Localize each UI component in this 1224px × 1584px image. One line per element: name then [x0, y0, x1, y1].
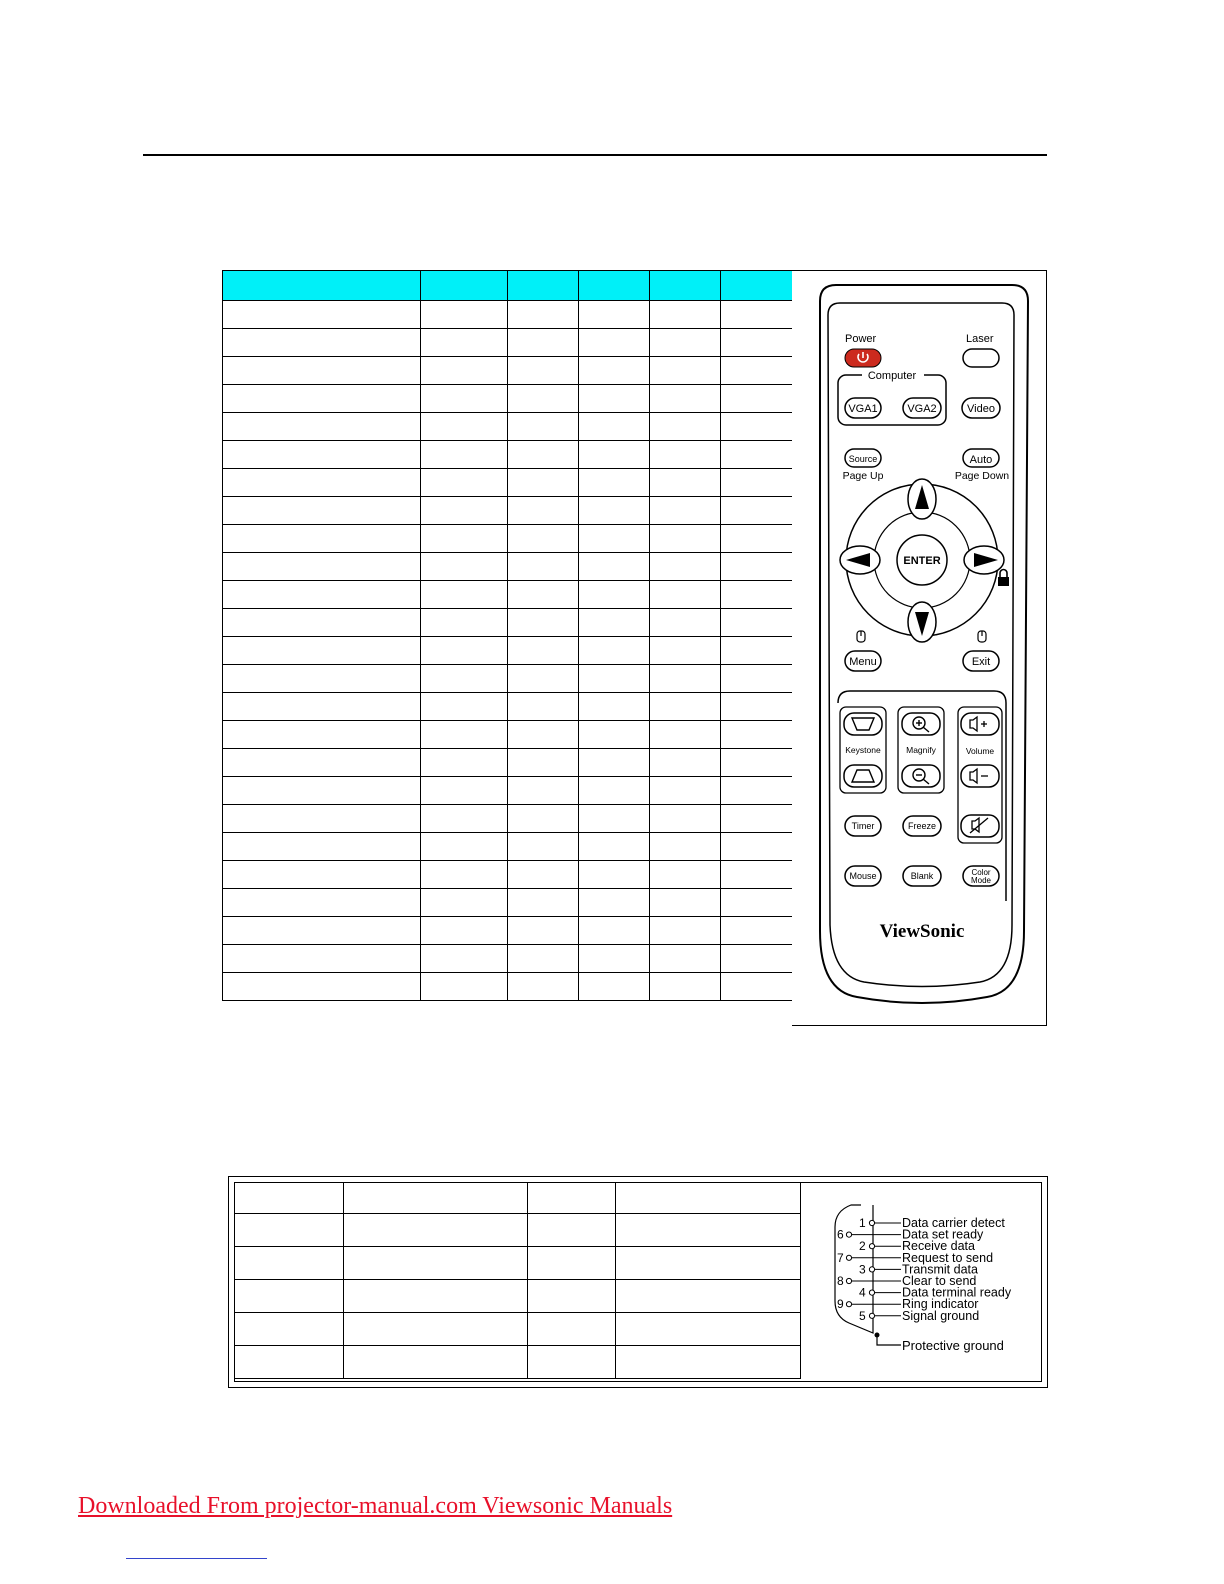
db9-pin-number: 8 [837, 1274, 844, 1288]
ir-table-row [223, 413, 793, 441]
ir-table-row [223, 581, 793, 609]
ir-table-cell [508, 581, 579, 609]
ir-table-row [223, 749, 793, 777]
ir-table-cell [421, 833, 508, 861]
ir-table-header-cell [650, 271, 721, 301]
ir-table-cell [421, 301, 508, 329]
ir-table-cell [650, 525, 721, 553]
ir-table-header-cell [421, 271, 508, 301]
ir-table-cell [421, 973, 508, 1001]
ir-table-cell [721, 357, 793, 385]
ir-table-cell [650, 637, 721, 665]
ir-table-cell [579, 301, 650, 329]
ir-table-cell [721, 721, 793, 749]
ir-table-row [223, 889, 793, 917]
ir-table-cell [508, 721, 579, 749]
ir-table-cell [421, 581, 508, 609]
ir-table-cell [421, 609, 508, 637]
db9-pin-number: 3 [859, 1262, 866, 1277]
ir-table-cell [650, 889, 721, 917]
ir-table-cell [508, 693, 579, 721]
db9-pin-number: 7 [837, 1250, 844, 1265]
ir-table-cell [721, 637, 793, 665]
ir-table-cell [579, 805, 650, 833]
db9-pin-label: Transmit data [902, 1262, 978, 1277]
ir-table-cell [421, 385, 508, 413]
ir-table-cell [579, 413, 650, 441]
ir-table-cell [508, 805, 579, 833]
power-label: Power [845, 333, 877, 345]
ir-table-cell [721, 777, 793, 805]
ir-table-cell [421, 721, 508, 749]
ir-table-cell [579, 525, 650, 553]
ir-table-cell [721, 581, 793, 609]
remote-control-drawing [792, 271, 1047, 1027]
ir-table-cell [223, 665, 421, 693]
ir-table-cell [650, 721, 721, 749]
db9-pin-label: Clear to send [902, 1274, 977, 1288]
ir-table-cell [223, 553, 421, 581]
download-source-link[interactable]: Downloaded From projector-manual.com Viewsonic Manuals [78, 1493, 673, 1519]
keystone-up-button[interactable] [844, 713, 882, 735]
db9-pin-dot [846, 1302, 851, 1307]
ir-table-cell [579, 469, 650, 497]
ir-table-row [223, 301, 793, 329]
ir-table-cell [421, 749, 508, 777]
ir-table-row [223, 497, 793, 525]
protective-ground-label: Protective ground [902, 1338, 1004, 1353]
ir-table-cell [579, 777, 650, 805]
db9-pin-dot [869, 1313, 874, 1318]
db9-pin-label: Data carrier detect [902, 1216, 1005, 1230]
ir-table-cell [579, 945, 650, 973]
computer-label: Computer [867, 370, 917, 382]
ir-table-cell [650, 749, 721, 777]
ir-table-cell [508, 861, 579, 889]
ir-table-row [223, 525, 793, 553]
ir-table-cell [721, 413, 793, 441]
freeze-label: Freeze [907, 821, 937, 831]
ir-table-cell [721, 693, 793, 721]
ir-code-table [222, 270, 793, 1001]
magnify-in-button[interactable] [902, 713, 940, 735]
db9-pin-number: 6 [837, 1227, 844, 1242]
ir-table-cell [650, 553, 721, 581]
ir-table-cell [579, 357, 650, 385]
ir-table-cell [421, 945, 508, 973]
ir-table-cell [223, 749, 421, 777]
ir-table-row [223, 861, 793, 889]
ir-table-cell [579, 581, 650, 609]
ir-table-cell [508, 385, 579, 413]
ir-table-cell [223, 917, 421, 945]
ir-table-cell [508, 777, 579, 805]
ir-table-cell [223, 973, 421, 1001]
page-up-label: Page Up [842, 470, 884, 482]
ir-table-cell [223, 525, 421, 553]
ir-table-cell [223, 441, 421, 469]
ir-table-cell [579, 721, 650, 749]
ir-table-cell [508, 553, 579, 581]
ir-table-cell [650, 805, 721, 833]
ir-table-cell [721, 525, 793, 553]
ir-table-cell [579, 553, 650, 581]
db9-pin-dot [846, 1232, 851, 1237]
ir-table-cell [579, 917, 650, 945]
ir-table-row [223, 693, 793, 721]
ir-table-cell [223, 861, 421, 889]
ir-table-cell [508, 301, 579, 329]
remote-body-outline [820, 285, 1028, 1003]
volume-up-button[interactable] [961, 713, 999, 735]
protective-ground-line [877, 1335, 901, 1345]
laser-button[interactable] [963, 349, 999, 367]
ir-table-cell [721, 301, 793, 329]
ir-table-header-row [223, 271, 793, 301]
ir-table-cell [223, 385, 421, 413]
ir-table-cell [579, 861, 650, 889]
ir-table-cell [650, 385, 721, 413]
ir-table-row [223, 469, 793, 497]
ir-table-row [223, 665, 793, 693]
ir-table-cell [650, 469, 721, 497]
ir-table-cell [508, 665, 579, 693]
ir-table-cell [223, 777, 421, 805]
ir-table-row [223, 945, 793, 973]
vga1-label: VGA1 [848, 403, 878, 415]
ir-table-cell [223, 469, 421, 497]
ir-table-row [223, 973, 793, 1001]
ir-table-cell [721, 917, 793, 945]
ir-table-cell [650, 329, 721, 357]
ir-table-cell [421, 665, 508, 693]
top-rule [143, 154, 1047, 156]
db9-pin-number: 5 [859, 1308, 866, 1323]
db9-pin-dot [846, 1278, 851, 1283]
ir-table-cell [650, 777, 721, 805]
ir-table-row [223, 805, 793, 833]
ir-table-cell [421, 777, 508, 805]
db9-pin-label: Request to send [902, 1250, 994, 1265]
ir-table-cell [579, 329, 650, 357]
ir-table-cell [650, 693, 721, 721]
ir-table-header-cell [508, 271, 579, 301]
db9-svg [801, 1183, 1041, 1381]
ir-table-cell [421, 861, 508, 889]
video-label: Video [967, 403, 995, 415]
db9-pin-dot [869, 1220, 874, 1225]
ir-table-cell [721, 553, 793, 581]
ir-table-cell [223, 609, 421, 637]
ir-table-cell [508, 413, 579, 441]
auto-label: Auto [969, 454, 993, 466]
ir-table-cell [508, 945, 579, 973]
ir-table-cell [650, 357, 721, 385]
ir-table-cell [650, 581, 721, 609]
ir-table-cell [421, 637, 508, 665]
ir-table-cell [223, 581, 421, 609]
ir-table-row [223, 721, 793, 749]
ir-table-cell [650, 861, 721, 889]
ir-table-row [223, 917, 793, 945]
db9-connector-diagram [801, 1183, 1041, 1381]
ir-table-cell [721, 385, 793, 413]
ir-table-header-cell [721, 271, 793, 301]
db9-pin-dot [869, 1244, 874, 1249]
ir-table-cell [223, 637, 421, 665]
ir-table-cell [579, 889, 650, 917]
ir-table-header-cell [223, 271, 421, 301]
ir-table-row [223, 441, 793, 469]
ir-table-cell [223, 693, 421, 721]
ir-table-cell [508, 917, 579, 945]
ir-table-cell [721, 833, 793, 861]
ir-table-cell [223, 329, 421, 357]
keystone-label: Keystone [845, 745, 881, 755]
ir-table-cell [721, 805, 793, 833]
ir-table-cell [421, 357, 508, 385]
source-label: Source [848, 454, 878, 464]
db9-pin-label: Data set ready [902, 1227, 984, 1242]
page-down-label: Page Down [954, 470, 1010, 482]
laser-label: Laser [966, 333, 994, 345]
ir-table-cell [721, 497, 793, 525]
ir-table-cell [721, 889, 793, 917]
ir-table-cell [721, 329, 793, 357]
ir-table-cell [223, 805, 421, 833]
volume-down-button[interactable] [961, 765, 999, 787]
db9-pin-number: 9 [837, 1297, 844, 1312]
mute-button[interactable] [961, 815, 999, 837]
db9-pin-label: Receive data [902, 1239, 975, 1254]
magnify-label: Magnify [906, 745, 936, 755]
ir-table-cell [508, 609, 579, 637]
ir-table-cell [650, 609, 721, 637]
ir-table-cell [508, 497, 579, 525]
ir-table-cell [721, 749, 793, 777]
ir-table-cell [650, 441, 721, 469]
ir-table-row [223, 385, 793, 413]
ir-table-cell [579, 833, 650, 861]
ir-table-cell [721, 945, 793, 973]
ir-table-row [223, 833, 793, 861]
ir-table-cell [650, 833, 721, 861]
color-mode-label-1: Color [971, 868, 991, 877]
ir-table-row [223, 777, 793, 805]
ir-table-cell [508, 749, 579, 777]
ir-table-cell [579, 693, 650, 721]
ir-table-cell [421, 553, 508, 581]
ir-table-cell [579, 973, 650, 1001]
ir-table-cell [508, 469, 579, 497]
ir-table-cell [650, 413, 721, 441]
db9-pin-number: 1 [859, 1216, 866, 1230]
ir-table-cell [579, 497, 650, 525]
ir-table-cell [223, 357, 421, 385]
ir-table-row [223, 329, 793, 357]
timer-label: Timer [851, 821, 875, 831]
ir-table-cell [508, 637, 579, 665]
ir-table-cell [223, 833, 421, 861]
ir-table-cell [421, 525, 508, 553]
remote-control-panel [792, 270, 1047, 1026]
ir-table-cell [223, 945, 421, 973]
ir-table-cell [421, 917, 508, 945]
ir-table-header-cell [579, 271, 650, 301]
footer-rule [126, 1558, 267, 1559]
ir-table-cell [650, 497, 721, 525]
blank-label: Blank [910, 871, 934, 881]
db9-pin-number: 2 [859, 1239, 866, 1254]
brand-logo: ViewSonic [879, 921, 965, 942]
ir-table-cell [650, 301, 721, 329]
ir-table-row [223, 637, 793, 665]
ir-table-cell [508, 441, 579, 469]
ir-table-cell [721, 441, 793, 469]
ir-table-cell [721, 665, 793, 693]
menu-label: Menu [849, 656, 877, 668]
exit-label: Exit [971, 656, 991, 668]
db9-pin-label: Ring indicator [902, 1297, 979, 1312]
ir-table-cell [421, 693, 508, 721]
ir-table-cell [579, 665, 650, 693]
db9-pin-dot [869, 1290, 874, 1295]
mouse-label: Mouse [849, 871, 877, 881]
vga2-label: VGA2 [907, 403, 937, 415]
ir-table-cell [650, 665, 721, 693]
ir-table-cell [579, 749, 650, 777]
keystone-down-button[interactable] [844, 765, 882, 787]
ir-table-cell [421, 469, 508, 497]
ir-table-cell [223, 721, 421, 749]
ir-table-cell [421, 889, 508, 917]
ir-table-cell [721, 469, 793, 497]
enter-label: ENTER [903, 555, 941, 567]
ir-table-cell [508, 833, 579, 861]
ir-table-cell [421, 413, 508, 441]
ir-table-row [223, 553, 793, 581]
ir-table-cell [650, 945, 721, 973]
ir-table-cell [223, 497, 421, 525]
ir-table-cell [650, 973, 721, 1001]
ir-table-cell [508, 329, 579, 357]
ir-table-cell [223, 301, 421, 329]
db9-pin-dot [869, 1267, 874, 1272]
volume-label: Volume [965, 746, 995, 756]
ir-table-cell [508, 889, 579, 917]
ir-table-cell [579, 441, 650, 469]
ir-table-cell [579, 637, 650, 665]
ir-table-cell [421, 329, 508, 357]
db9-pin-label: Data terminal ready [902, 1285, 1012, 1300]
ir-table-cell [223, 413, 421, 441]
ir-table-cell [721, 973, 793, 1001]
ir-table-row [223, 357, 793, 385]
ir-table-cell [508, 525, 579, 553]
ir-table-cell [223, 889, 421, 917]
db9-pin-label: Signal ground [902, 1308, 980, 1323]
ir-table-cell [421, 441, 508, 469]
ir-table-cell [579, 385, 650, 413]
ir-table-row [223, 609, 793, 637]
ir-table-cell [508, 357, 579, 385]
ir-table-cell [579, 609, 650, 637]
color-mode-label-2: Mode [970, 876, 992, 885]
ir-table-cell [508, 973, 579, 1001]
db9-shell-outline [835, 1205, 873, 1333]
ir-table-cell [721, 609, 793, 637]
ir-table-cell [650, 917, 721, 945]
ir-table-cell [721, 861, 793, 889]
ir-table-cell [421, 497, 508, 525]
magnify-out-button[interactable] [902, 765, 940, 787]
ir-table-cell [421, 805, 508, 833]
db9-pin-dot [846, 1255, 851, 1260]
db9-pin-number: 4 [859, 1285, 866, 1300]
